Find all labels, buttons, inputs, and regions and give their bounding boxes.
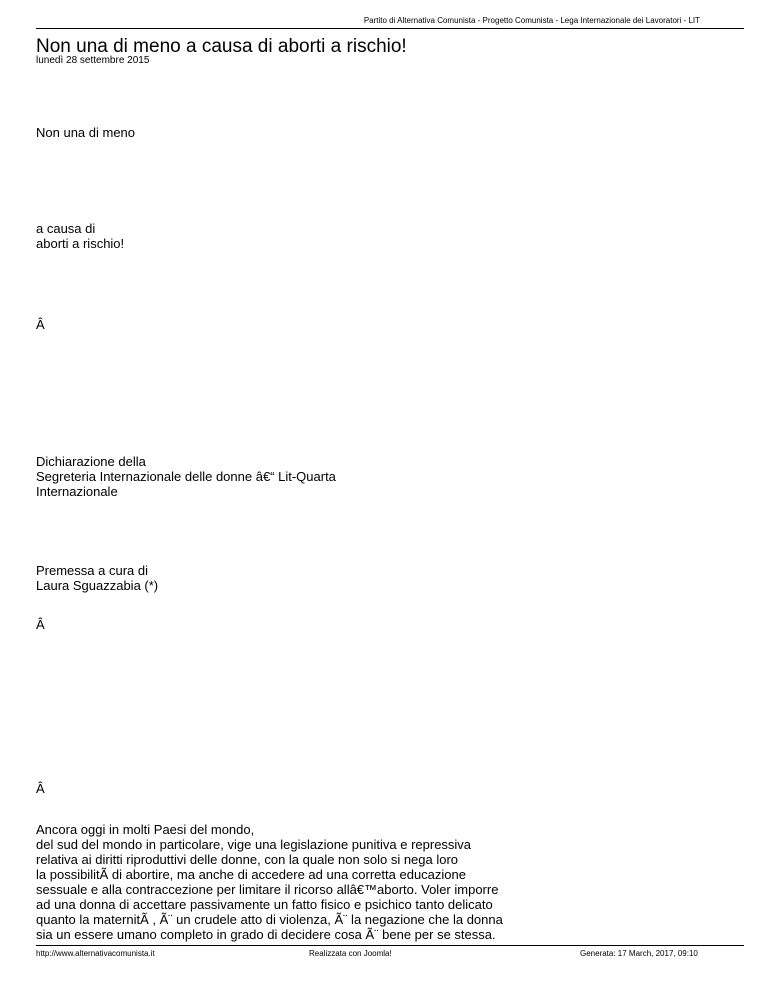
paragraph-spacer: Â: [36, 781, 45, 796]
body-line: Ancora oggi in molti Paesi del mondo,: [36, 822, 255, 837]
paragraph-spacer: Â: [36, 617, 45, 632]
footer-made-with: Realizzata con Joomla!: [309, 949, 392, 958]
body-line: relativa ai diritti riproduttivi delle donne, con la quale non solo si nega loro: [36, 852, 459, 867]
paragraph-spacer: Â: [36, 317, 45, 332]
body-line: la possibilitÃ di abortire, ma anche di accedere ad una corretta educazione: [36, 867, 466, 882]
body-line: del sud del mondo in particolare, vige una legislazione punitiva e repressiva: [36, 837, 472, 852]
header-divider: [36, 28, 744, 29]
paragraph-declaration: Dichiarazione della Segreteria Internazionale delle donne â€“ Lit-Quarta Internazionale: [36, 454, 336, 499]
article-date: lunedì 28 settembre 2015: [36, 55, 150, 66]
body-line: sia un essere umano completo in grado di decidere cosa Ã¨ bene per se stessa.: [36, 927, 496, 942]
footer-generated-date: Generata: 17 March, 2017, 09:10: [580, 949, 698, 958]
paragraph-subheading: a causa di aborti a rischio!: [36, 221, 125, 251]
paragraph-preface: Premessa a cura di Laura Sguazzabia (*): [36, 563, 159, 593]
body-line: sessuale e alla contraccezione per limitare il ricorso allâ€™aborto. Voler imporre: [36, 882, 499, 897]
paragraph-heading: Non una di meno: [36, 125, 136, 140]
body-line: ad una donna di accettare passivamente un fatto fisico e psichico tanto delicato: [36, 897, 493, 912]
body-line: quanto la maternitÃ , Ã¨ un crudele atto di violenza, Ã¨ la negazione che la donna: [36, 912, 503, 927]
footer-url-link[interactable]: http://www.alternativacomunista.it: [36, 949, 155, 958]
site-header: Partito di Alternativa Comunista - Progetto Comunista - Lega Internazionale dei Lavoratori - LIT: [363, 16, 700, 25]
footer-divider: [36, 945, 744, 946]
article-body: [36, 822, 516, 942]
article-title: Non una di meno a causa di aborti a rischio!: [36, 36, 407, 57]
